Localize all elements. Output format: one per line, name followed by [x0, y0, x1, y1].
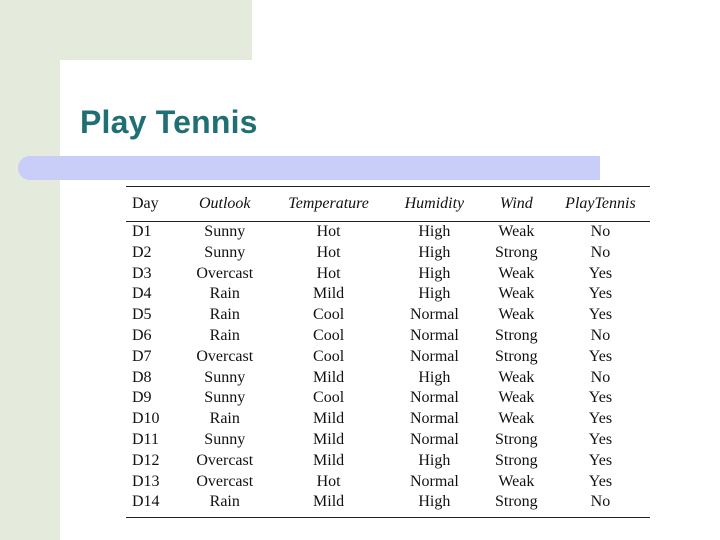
cell-temperature: Hot — [316, 264, 341, 282]
cell-humidity: Normal — [409, 306, 459, 324]
cell-outlook: Sunny — [204, 223, 246, 240]
cell-humidity: High — [418, 493, 451, 511]
table-row — [126, 305, 650, 326]
cell-outlook: Sunny — [204, 389, 246, 407]
cell-temperature: Cool — [313, 326, 345, 344]
cell-outlook: Rain — [209, 493, 240, 511]
cell-humidity: Normal — [409, 430, 459, 448]
slide-title: Play Tennis — [80, 104, 258, 140]
cell-humidity: High — [418, 223, 451, 240]
cell-wind: Weak — [498, 389, 535, 407]
cell-wind: Weak — [498, 368, 535, 386]
header-day: Day — [132, 195, 159, 212]
cell-outlook: Overcast — [196, 264, 254, 282]
cell-wind: Strong — [495, 326, 538, 344]
table-row — [126, 472, 650, 493]
cell-playtennis: Yes — [588, 285, 613, 303]
cell-temperature: Mild — [313, 430, 345, 448]
cell-temperature: Mild — [313, 368, 345, 386]
cell-playtennis: No — [590, 243, 611, 261]
background-corner-top — [0, 0, 252, 60]
cell-wind: Strong — [495, 493, 538, 511]
cell-temperature: Hot — [316, 243, 341, 261]
cell-outlook: Overcast — [196, 451, 254, 469]
cell-playtennis: No — [590, 368, 611, 386]
cell-outlook: Rain — [209, 410, 240, 428]
table-row — [126, 326, 650, 347]
play-tennis-table-container — [126, 182, 650, 518]
cell-playtennis: Yes — [588, 451, 613, 469]
cell-outlook: Sunny — [204, 430, 246, 448]
table-row — [126, 430, 650, 451]
cell-day: D12 — [132, 451, 160, 469]
table-row — [126, 243, 650, 264]
table-row — [126, 284, 650, 305]
cell-temperature: Mild — [313, 285, 345, 303]
cell-day: D5 — [132, 306, 152, 324]
cell-day: D10 — [132, 410, 160, 428]
cell-wind: Weak — [498, 306, 535, 324]
cell-playtennis: No — [590, 326, 611, 344]
table-header-row — [126, 187, 650, 221]
cell-day: D3 — [132, 264, 152, 282]
cell-outlook: Rain — [209, 326, 240, 344]
cell-playtennis: Yes — [588, 472, 613, 490]
background-corner-left — [0, 0, 60, 540]
cell-wind: Weak — [498, 223, 535, 240]
cell-humidity: High — [418, 243, 451, 261]
table-row — [126, 264, 650, 285]
play-tennis-table — [126, 187, 650, 513]
cell-wind: Strong — [495, 451, 538, 469]
cell-humidity: Normal — [409, 347, 459, 365]
cell-outlook: Overcast — [196, 347, 254, 365]
table-row — [126, 409, 650, 430]
table-bottom-rule — [126, 517, 650, 518]
cell-playtennis: Yes — [588, 347, 613, 365]
cell-wind: Weak — [498, 285, 535, 303]
header-temperature: Temperature — [288, 195, 369, 212]
cell-day: D6 — [132, 326, 152, 344]
header-outlook: Outlook — [198, 195, 251, 212]
cell-temperature: Mild — [313, 493, 345, 511]
cell-day: D2 — [132, 243, 152, 261]
cell-outlook: Sunny — [204, 243, 246, 261]
table-row — [126, 451, 650, 472]
cell-wind: Strong — [495, 347, 538, 365]
cell-playtennis: Yes — [588, 306, 613, 324]
title-underline-bar — [18, 156, 600, 180]
cell-playtennis: No — [590, 223, 611, 240]
cell-day: D14 — [132, 493, 160, 511]
header-humidity: Humidity — [404, 195, 465, 212]
cell-humidity: High — [418, 285, 451, 303]
cell-humidity: Normal — [409, 472, 459, 490]
cell-day: D11 — [132, 430, 159, 448]
cell-playtennis: Yes — [588, 264, 613, 282]
cell-day: D8 — [132, 368, 152, 386]
cell-playtennis: Yes — [588, 389, 613, 407]
cell-outlook: Sunny — [204, 368, 246, 386]
cell-wind: Weak — [498, 264, 535, 282]
table-row — [126, 492, 650, 513]
table-row — [126, 222, 650, 243]
cell-day: D7 — [132, 347, 152, 365]
cell-temperature: Hot — [316, 223, 341, 240]
cell-humidity: High — [418, 264, 451, 282]
header-playtennis: PlayTennis — [565, 195, 636, 212]
cell-temperature: Mild — [313, 451, 345, 469]
cell-temperature: Hot — [316, 472, 341, 490]
cell-day: D4 — [132, 285, 152, 303]
cell-humidity: Normal — [409, 326, 459, 344]
cell-playtennis: No — [590, 493, 611, 511]
cell-outlook: Rain — [209, 306, 240, 324]
cell-day: D9 — [132, 389, 152, 407]
cell-wind: Strong — [495, 243, 538, 261]
cell-wind: Strong — [495, 430, 538, 448]
cell-day: D13 — [132, 472, 160, 490]
cell-day: D1 — [132, 223, 152, 240]
cell-playtennis: Yes — [588, 430, 613, 448]
cell-temperature: Cool — [313, 306, 345, 324]
cell-wind: Weak — [498, 472, 535, 490]
cell-humidity: Normal — [409, 410, 459, 428]
cell-outlook: Rain — [209, 285, 240, 303]
cell-wind: Weak — [498, 410, 535, 428]
cell-humidity: Normal — [409, 389, 459, 407]
table-row — [126, 368, 650, 389]
cell-humidity: High — [418, 451, 451, 469]
cell-playtennis: Yes — [588, 410, 613, 428]
header-wind: Wind — [499, 195, 533, 212]
cell-temperature: Cool — [313, 389, 345, 407]
cell-outlook: Overcast — [196, 472, 254, 490]
cell-temperature: Mild — [313, 410, 345, 428]
table-row — [126, 347, 650, 368]
cell-humidity: High — [418, 368, 451, 386]
table-row — [126, 388, 650, 409]
cell-temperature: Cool — [313, 347, 345, 365]
